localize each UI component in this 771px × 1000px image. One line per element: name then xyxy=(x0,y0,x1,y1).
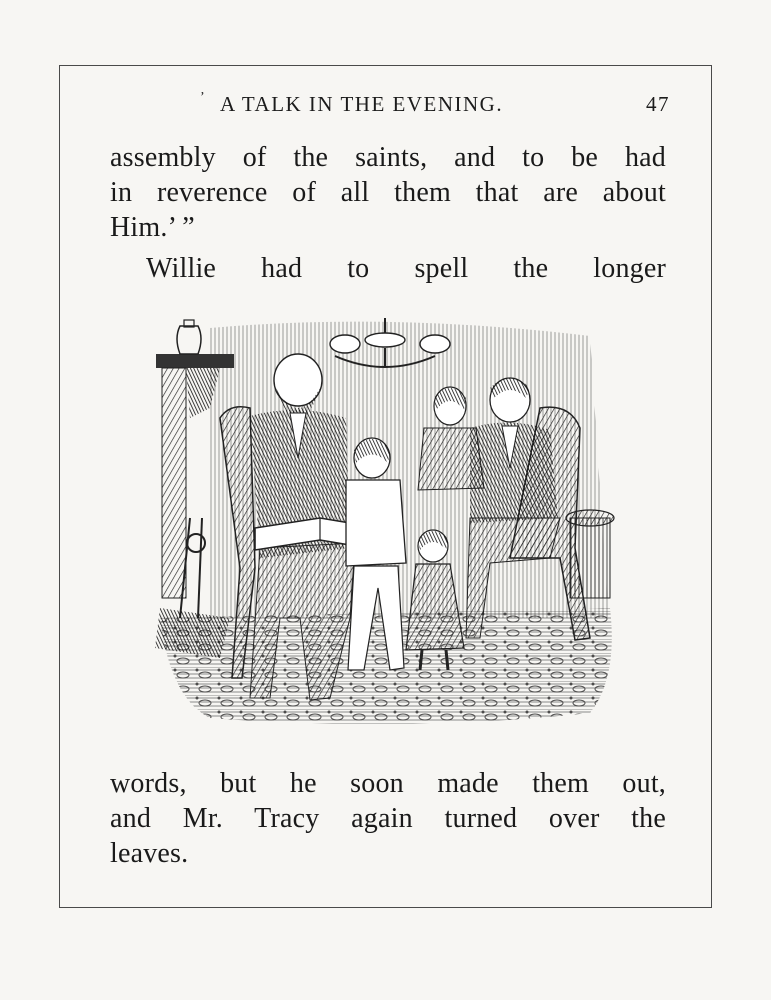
text-line: and Mr. Tracy again turned over the xyxy=(110,803,666,834)
text-line: Willie had to spell the longer xyxy=(146,253,666,284)
paragraph-bottom xyxy=(110,766,666,871)
running-head-mark: ’ xyxy=(200,90,207,105)
text-line: assembly of the saints, and to be had xyxy=(110,142,666,173)
text-line: Him.’ ” xyxy=(110,212,195,243)
mantel xyxy=(156,354,234,368)
text-line: in reverence of all them that are about xyxy=(110,177,666,208)
vase xyxy=(177,326,201,354)
page-number: 47 xyxy=(646,92,670,116)
running-head xyxy=(200,92,670,122)
running-head-title: A TALK IN THE EVENING. xyxy=(220,92,504,116)
paragraph-top xyxy=(110,140,666,286)
text-line: leaves. xyxy=(110,838,189,869)
text-line: words, but he soon made them out, xyxy=(110,768,666,799)
engraving-family-reading xyxy=(150,318,618,730)
